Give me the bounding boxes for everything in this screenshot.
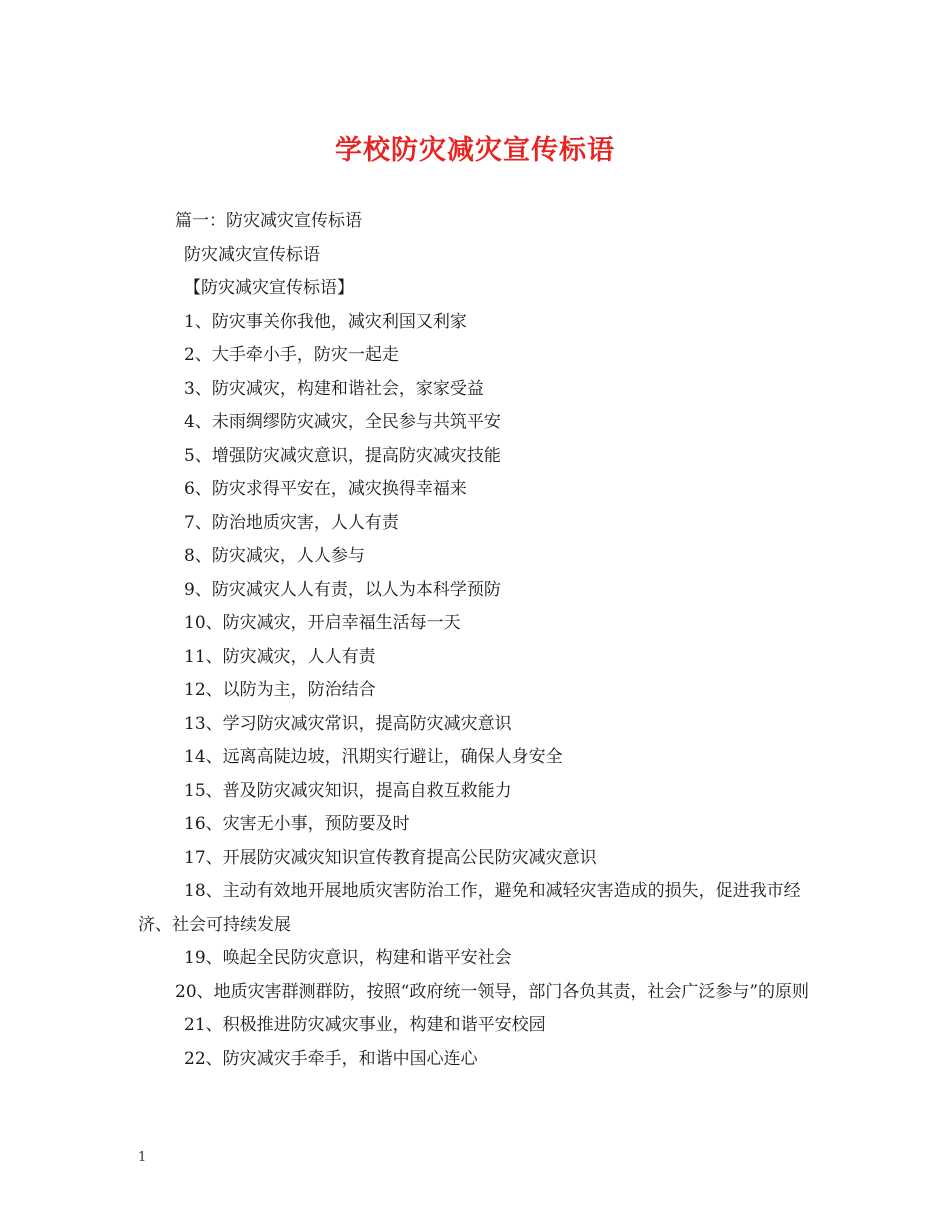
list-item: 14、远离高陡边坡，汛期实行避让，确保人身安全	[184, 747, 563, 767]
document-body	[138, 205, 818, 1076]
bracket-heading: 【防灾减灾宣传标语】	[184, 278, 354, 298]
list-item: 4、未雨绸缪防灾减灾，全民参与共筑平安	[184, 412, 501, 432]
list-item: 5、增强防灾减灾意识，提高防灾减灾技能	[184, 445, 501, 466]
list-item: 3、防灾减灾，构建和谐社会，家家受益	[184, 378, 484, 399]
list-item: 9、防灾减灾人人有责，以人为本科学预防	[184, 579, 501, 600]
list-item: 10、防灾减灾，开启幸福生活每一天	[184, 613, 461, 633]
subheading: 防灾减灾宣传标语	[184, 244, 320, 265]
list-item: 21、积极推进防灾减灾事业，构建和谐平安校园	[184, 1015, 546, 1035]
list-item: 20、地质灾害群测群防，按照“政府统一领导，部门各负其责，社会广泛参与”的原则	[175, 981, 810, 1002]
list-item: 2、大手牵小手，防灾一起走	[184, 345, 399, 365]
list-item: 17、开展防灾减灾知识宣传教育提高公民防灾减灾意识	[184, 847, 597, 868]
list-item: 16、灾害无小事，预防要及时	[184, 814, 410, 834]
document-title: 学校防灾减灾宣传标语	[335, 135, 615, 166]
list-item: 7、防治地质灾害，人人有责	[184, 512, 399, 533]
list-item: 6、防灾求得平安在，减灾换得幸福来	[184, 479, 467, 499]
list-item: 22、防灾减灾手牵手，和谐中国心连心	[184, 1048, 478, 1069]
list-item: 11、防灾减灾，人人有责	[184, 646, 376, 667]
list-item: 8、防灾减灾，人人参与	[184, 546, 365, 566]
list-item: 13、学习防灾减灾常识，提高防灾减灾意识	[184, 713, 512, 734]
list-item: 12、以防为主，防治结合	[184, 680, 376, 700]
page-number: 1	[138, 1150, 147, 1165]
list-item: 1、防灾事关你我他，减灾利国又利家	[184, 311, 467, 332]
list-item: 18、主动有效地开展地质灾害防治工作，避免和减轻灾害造成的损失，促进我市经济、社会可持续发展	[138, 881, 801, 935]
section-heading: 篇一：防灾减灾宣传标语	[175, 211, 362, 231]
list-item: 19、唤起全民防灾意识，构建和谐平安社会	[184, 948, 512, 968]
list-item: 15、普及防灾减灾知识，提高自救互救能力	[184, 780, 512, 801]
